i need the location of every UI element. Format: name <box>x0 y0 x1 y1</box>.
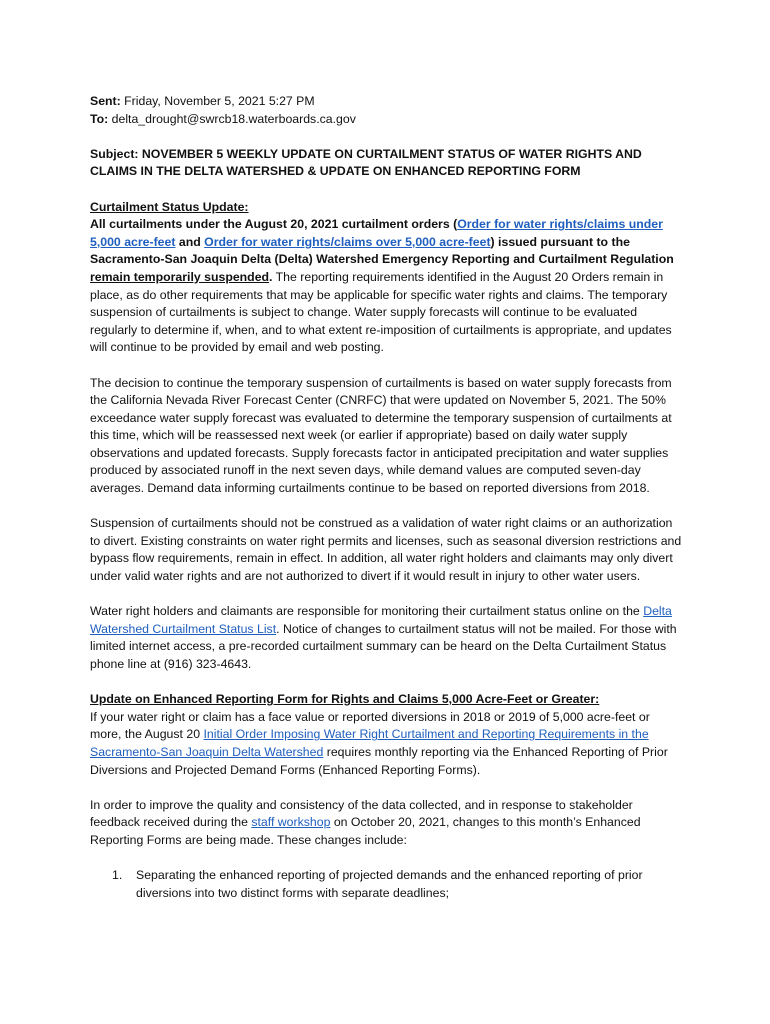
list-item-text: Separating the enhanced reporting of projected demands and the enhanced reporting of prior diversions into two distinct forms with separate deadlines; <box>136 868 643 900</box>
curtailment-intro: All curtailments under the August 20, 2021 curtailment orders ( <box>90 217 458 232</box>
monitoring-after: . Notice of changes to curtailment status will not be mailed. For those with limited internet access, a pre-recorded curtailment summary can be heard on the Delta Curtailment Status phone line at (916) 323-4643. <box>90 621 677 671</box>
curtailment-paragraph <box>90 216 682 357</box>
curtailment-mid: ) issued pursuant to the Sacramento-San Joaquin Delta (Delta) Watershed Emergency Reporting and Curtailment Regulation <box>90 234 674 267</box>
suspension-paragraph: Suspension of curtailments should not be construed as a validation of water right claims or an authorization to divert. Existing constraints on water right permits and licenses, such as seasonal diversion restrictions and bypass flow requirements, remain in effect. In addition, all water right holders and claimants may only divert under valid water rights and are not authorized to divert if it would result in injury to other water users. <box>90 516 682 584</box>
to-value: delta_drought@swrcb18.waterboards.ca.gov <box>108 111 356 126</box>
suspended-phrase: remain temporarily suspended <box>90 269 270 284</box>
enhanced-reporting-heading: Update on Enhanced Reporting Form for Rights and Claims 5,000 Acre-Feet or Greater: <box>90 692 600 707</box>
enhanced-before: If your water right or claim has a face value or reported diversions in 2018 or 2019 of 5,000 acre-feet or more, the August 20 <box>90 709 650 742</box>
to-line <box>90 111 682 129</box>
spacer <box>90 357 682 375</box>
improve-after: on October 20, 2021, changes to this month’s Enhanced Reporting Forms are being made. These changes include: <box>90 815 641 847</box>
spacer <box>90 181 682 199</box>
spacer <box>90 779 682 797</box>
monitoring-before: Water right holders and claimants are responsible for monitoring their curtailment status online on the <box>90 604 644 619</box>
spacer <box>90 586 682 604</box>
order-under-5000-link[interactable]: Order for water rights/claims under 5,000 acre-feet <box>90 217 663 249</box>
curtailment-heading: Curtailment Status Update: <box>90 199 249 214</box>
changes-list <box>90 867 682 902</box>
curtailment-body: The reporting requirements identified in the August 20 Orders remain in place, as do other requirements that may be applicable for specific water rights and claims. The temporary suspension of curtailments is subject to change. Water supply forecasts will continue to be evaluated regularly to determine if, when, and to what extent re-imposition of curtailments is appropriate, and updates will continue to be provided by email and web posting. <box>90 269 672 355</box>
enhanced-after: requires monthly reporting via the Enhanced Reporting of Prior Diversions and Projected Demand Forms (Enhanced Reporting Forms). <box>90 744 668 777</box>
email-subject: Subject: NOVEMBER 5 WEEKLY UPDATE ON CURTAILMENT STATUS OF WATER RIGHTS AND CLAIMS IN THE DELTA WATERSHED & UPDATE ON ENHANCED REPORTING FORM <box>90 146 642 179</box>
curtailment-period: . <box>269 269 273 284</box>
spacer <box>90 498 682 516</box>
spacer <box>90 128 682 146</box>
spacer <box>90 674 682 692</box>
sent-line <box>90 93 682 111</box>
spacer <box>90 850 682 868</box>
improve-before: In order to improve the quality and consistency of the data collected, and in response to stakeholder feedback received during the <box>90 797 633 830</box>
curtailment-status-list-link[interactable]: Delta Watershed Curtailment Status List <box>90 604 672 636</box>
list-item <box>90 867 682 902</box>
monitoring-paragraph <box>90 603 682 673</box>
order-over-5000-link[interactable]: Order for water rights/claims over 5,000 acre-feet <box>204 234 491 249</box>
list-item-number: 1. <box>112 868 123 883</box>
email-document <box>90 93 682 902</box>
staff-workshop-link[interactable]: staff workshop <box>251 815 331 830</box>
initial-order-link[interactable]: Initial Order Imposing Water Right Curtailment and Reporting Requirements in the Sacramento-San Joaquin Delta Watershed <box>90 727 649 759</box>
to-label: To: <box>90 111 109 126</box>
decision-paragraph: The decision to continue the temporary suspension of curtailments is based on water supply forecasts from the California Nevada River Forecast Center (CNRFC) that were updated on November 5, 2021. The 50% exceedance water supply forecast was evaluated to determine the temporary suspension of curtailments at this time, which will be reassessed next week (or earlier if appropriate) based on daily water supply observations and updated forecasts. Supply forecasts factor in anticipated precipitation and water supplies produced by associated runoff in the next seven days, while demand values are computed seven-day averages. Demand data informing curtailments continue to be based on reported diversions from 2018. <box>90 375 672 496</box>
sent-value: Friday, November 5, 2021 5:27 PM <box>120 94 315 108</box>
sent-label: Sent: <box>90 94 121 108</box>
improve-paragraph <box>90 797 682 850</box>
enhanced-paragraph <box>90 709 682 779</box>
curtailment-and: and <box>175 234 205 249</box>
